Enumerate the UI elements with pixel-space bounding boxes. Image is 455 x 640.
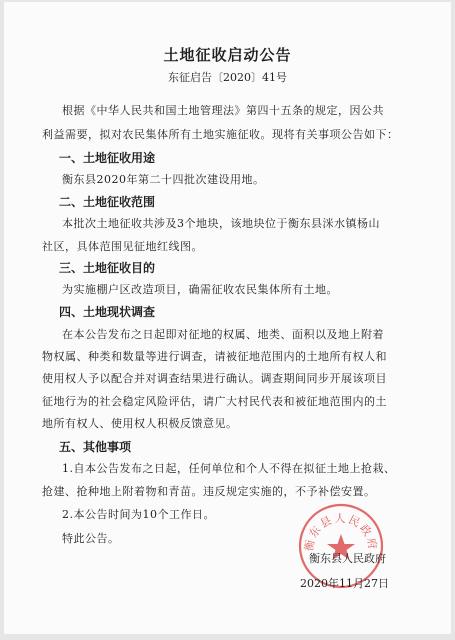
- seal-text: 衡东县人民政府: [302, 512, 380, 553]
- intro-line-2: 利益需要，拟对农民集体所有土地实施征收。现将有关事项公告如下：: [42, 128, 399, 141]
- section-text-survey-4: 征地行为的社会稳定风险评估，请广大村民代表和被征地范围内的土: [42, 395, 387, 408]
- issue-date: 2020年11月27日: [300, 577, 389, 590]
- section-text-scope-2: 社区，具体范围见征地红线图。: [42, 240, 203, 253]
- section-heading-other: 五、其他事项: [59, 440, 132, 454]
- section-text-other-1: 1.自本公告发布之日起，任何单位和个人不得在拟征土地上抢栽、: [62, 462, 396, 475]
- section-text-purpose: 为实施棚户区改造项目，确需征收农民集体所有土地。: [62, 283, 338, 296]
- notice-page: [4, 2, 451, 634]
- section-text-scope-1: 本批次土地征收共涉及3个地块，该地块位于衡东县洣水镇杨山: [62, 217, 380, 230]
- section-text-usage: 衡东县2020年第二十四批次建设用地。: [62, 173, 265, 186]
- closing-text: 特此公告。: [62, 532, 120, 545]
- intro-line-1: 根据《中华人民共和国土地管理法》第四十五条的规定，因公共: [62, 104, 384, 117]
- section-heading-usage: 一、土地征收用途: [59, 151, 156, 165]
- section-text-other-3: 2.本公告时间为10个工作日。: [62, 508, 215, 521]
- issuer-signature: 衡东县人民政府: [309, 552, 386, 565]
- notice-title: 土地征收启动公告: [163, 46, 292, 64]
- section-text-survey-2: 物权属、种类和数量等进行调查，请被征地范围内的土地所有权人和: [42, 350, 387, 363]
- section-text-other-2: 抢建、抢种地上附着物和青苗。违反规定实施的，不予补偿安置。: [42, 485, 376, 498]
- section-heading-purpose: 三、土地征收目的: [59, 261, 156, 275]
- section-heading-survey: 四、土地现状调查: [59, 305, 156, 319]
- section-text-survey-1: 在本公告发布之日起即对征地的权属、地类、面积以及地上附着: [62, 328, 384, 341]
- section-text-survey-5: 地所有权人、使用权人积极反馈意见。: [42, 417, 238, 430]
- section-text-survey-3: 使用权人予以配合并对调查结果进行确认。调查期间同步开展该项目: [42, 372, 387, 385]
- section-heading-scope: 二、土地征收范围: [59, 195, 156, 209]
- document-number: 东征启告〔2020〕41号: [168, 71, 287, 84]
